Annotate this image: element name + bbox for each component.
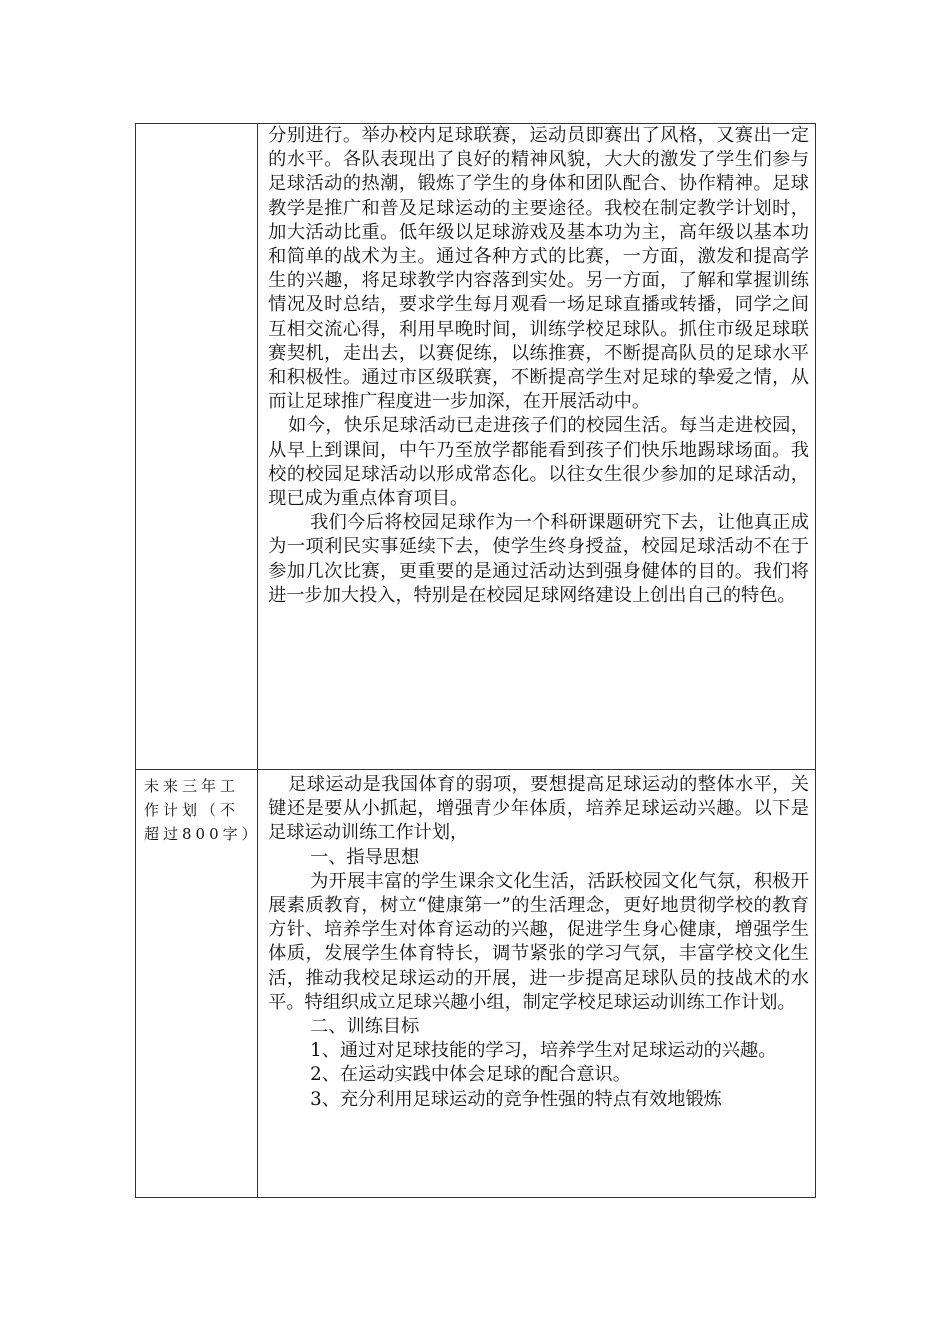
table-row-three-year-plan — [136, 770, 816, 1198]
plan-intro-paragraph: 足球运动是我国体育的弱项，要想提高足球运动的整体水平，关键还是要从小抓起，增强青少年体质，培养足球运动兴趣。以下是足球运动训练工作计划， — [268, 774, 809, 844]
plan-guiding-ideology-paragraph: 为开展丰富的学生课余文化生活，活跃校园文化气氛，积极开展素质教育，树立“健康第一”的生活理念，更好地贯彻学校的教育方针、培养学生对体育运动的兴趣，促进学生身心健康，增强学生体质，发展学生体育特长，调节紧张的学习气氛，丰富学校文化生活，推动我校足球运动的开展，进一步提高足球队员的技战术的水平。特组织成立足球兴趣小组，制定学校足球运动训练工作计划。 — [268, 870, 809, 1013]
summary-paragraph-3: 我们今后将校园足球作为一个科研课题研究下去，让他真正成为一项利民实事延续下去，使学生终身授益，校园足球活动不在于参加几次比赛，更重要的是通过活动达到强身健体的目的。我们将进一步加大投入，特别是在校园足球网络建设上创出自己的特色。 — [268, 512, 809, 606]
row-label-empty — [136, 124, 258, 770]
plan-heading-training-goals: 二、训练目标 — [310, 1016, 420, 1038]
table-row-activity-summary — [136, 124, 816, 770]
plan-heading-guiding-ideology: 一、指导思想 — [310, 846, 420, 868]
three-year-plan-content — [258, 770, 816, 1198]
activity-summary-content — [258, 124, 816, 770]
plan-goal-2: 2、在运动实践中体会足球的配合意识。 — [310, 1064, 631, 1086]
summary-paragraph-2: 如今，快乐足球活动已走进孩子们的校园生活。每当走进校园，从早上到课间，中午乃至放学都能看到孩子们快乐地踢球场面。我校的校园足球活动以形成常态化。以往女生很少参加的足球活动，现已成为重点体育项目。 — [268, 415, 809, 510]
row-label-three-year-plan: 未来三年工作计划（不超过800字） — [136, 770, 258, 1198]
plan-goal-1: 1、通过对足球技能的学习，培养学生对足球运动的兴趣。 — [310, 1040, 777, 1062]
report-table — [135, 123, 816, 1198]
plan-goal-3: 3、充分利用足球运动的竞争性强的特点有效地锻炼 — [310, 1088, 722, 1110]
summary-paragraph-1: 分别进行。举办校内足球联赛，运动员即赛出了风格，又赛出一定的水平。各队表现出了良好的精神风貌，大大的激发了学生们参与足球活动的热潮，锻炼了学生的身体和团队配合、协作精神。足球教学是推广和普及足球运动的主要途径。我校在制定教学计划时，加大活动比重。低年级以足球游戏及基本功为主，高年级以基本功和简单的战术为主。通过各种方式的比赛，一方面，激发和提高学生的兴趣，将足球教学内容落到实处。另一方面，了解和掌握训练情况及时总结，要求学生每月观看一场足球直播或转播，同学之间互相交流心得，利用早晚时间，训练学校足球队。抓住市级足球联赛契机，走出去，以赛促练，以练推赛，不断提高队员的足球水平和积极性。通过市区级联赛，不断提高学生对足球的挚爱之情，从而让足球推广程度进一步加深，在开展活动中。 — [268, 125, 809, 413]
